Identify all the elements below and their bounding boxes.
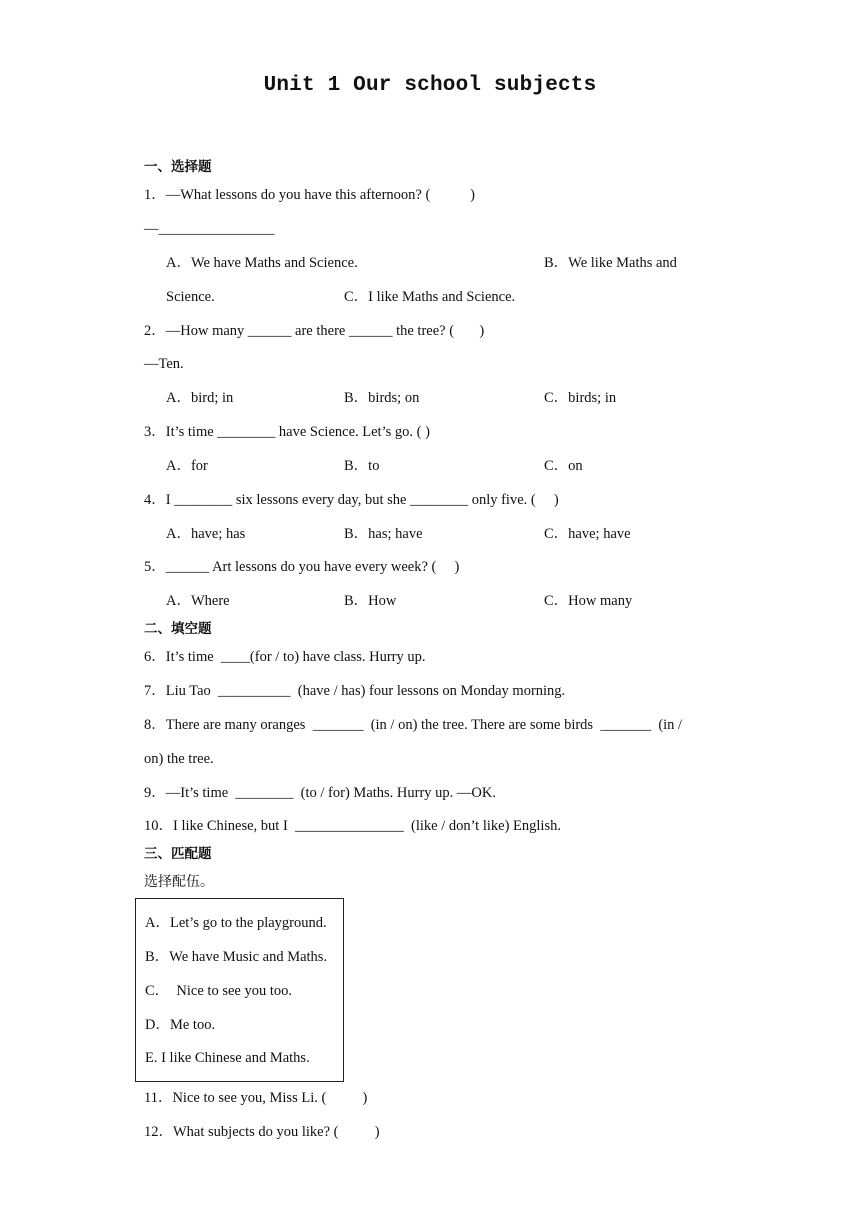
q5-option-b: B．How <box>344 593 397 609</box>
q2-option-a: A．bird; in <box>166 390 234 406</box>
matching-instruction: 选择配伍。 <box>144 874 214 890</box>
q3-stem: 3．It’s time ________ have Science. Let’s go. ( ) <box>144 424 430 440</box>
q5-option-a: A．Where <box>166 593 230 609</box>
q1-option-a: A．We have Maths and Science. <box>166 255 358 271</box>
match-option-d: D．Me too. <box>145 1017 216 1033</box>
q4-option-c: C．have; have <box>544 526 631 542</box>
q4-option-a: A．have; has <box>166 526 246 542</box>
q5-option-c: C．How many <box>544 593 633 609</box>
q10: 10．I like Chinese, but I _______________ (like / don’t like) English. <box>144 818 561 834</box>
q3-option-b: B．to <box>344 458 380 474</box>
q1-option-b-cont: Science. <box>166 289 215 305</box>
q8-line1: 8．There are many oranges _______ (in / on) the tree. There are some birds _______ (in / <box>144 717 683 733</box>
q3-option-a: A．for <box>166 458 208 474</box>
q12: 12．What subjects do you like? ( ) <box>144 1124 380 1140</box>
q8-line2: on) the tree. <box>144 751 214 767</box>
q2-option-b: B．birds; on <box>344 390 420 406</box>
q2-reply: —Ten. <box>144 356 184 372</box>
q2-option-c: C．birds; in <box>544 390 617 406</box>
section-multiple-choice: 一、选择题 <box>144 159 212 175</box>
matching-options-box <box>135 898 344 1082</box>
q11: 11．Nice to see you, Miss Li. ( ) <box>144 1090 368 1106</box>
q5-stem: 5．______ Art lessons do you have every week? ( ) <box>144 559 460 575</box>
q1-answer-line: —________________ <box>144 221 275 237</box>
page-title: Unit 1 Our school subjects <box>263 74 597 97</box>
q1-option-b: B．We like Maths and <box>544 255 677 271</box>
q7: 7．Liu Tao __________ (have / has) four lessons on Monday morning. <box>144 683 566 699</box>
match-option-b: B．We have Music and Maths. <box>145 949 328 965</box>
match-option-e: E. I like Chinese and Maths. <box>145 1050 310 1066</box>
match-option-c: C． Nice to see you too. <box>145 983 292 999</box>
match-option-a: A．Let’s go to the playground. <box>145 915 327 931</box>
q2-stem: 2．—How many ______ are there ______ the tree? ( ) <box>144 323 485 339</box>
q9: 9．—It’s time ________ (to / for) Maths. Hurry up. —OK. <box>144 785 496 801</box>
q4-stem: 4．I ________ six lessons every day, but she ________ only five. ( ) <box>144 492 559 508</box>
section-matching: 三、匹配题 <box>144 846 212 862</box>
q6: 6．It’s time ____(for / to) have class. Hurry up. <box>144 649 426 665</box>
q1-option-c: C．I like Maths and Science. <box>344 289 516 305</box>
q4-option-b: B．has; have <box>344 526 423 542</box>
q1-stem: 1．—What lessons do you have this afternoon? ( ) <box>144 187 476 203</box>
q3-option-c: C．on <box>544 458 583 474</box>
section-fill-in: 二、填空题 <box>144 621 212 637</box>
